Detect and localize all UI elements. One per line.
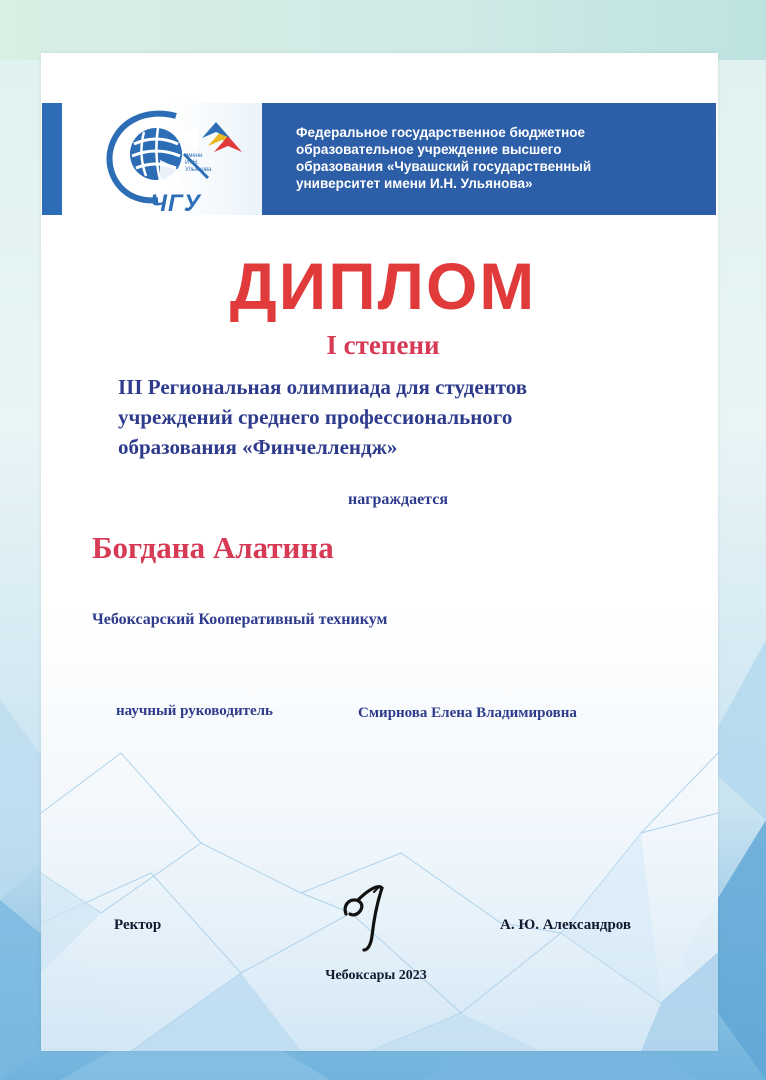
awarded-label: награждается	[348, 491, 448, 508]
header-line: образовательное учреждение высшего	[296, 142, 562, 157]
olympiad-line: учреждений среднего профессионального	[118, 405, 513, 429]
rector-label: Ректор	[114, 917, 162, 933]
header-line: университет имени И.Н. Ульянова»	[296, 176, 533, 191]
rector-name: А. Ю. Александров	[500, 917, 632, 933]
diploma-degree: I степени	[326, 330, 440, 360]
logo-caption	[185, 153, 225, 174]
supervisor-name: Смирнова Елена Владимировна	[358, 705, 577, 721]
rector-signature-icon	[338, 878, 398, 953]
header-left-stripe	[42, 103, 62, 215]
olympiad-line: образования «Финчеллендж»	[118, 435, 398, 459]
logo-caption-line1: имени	[185, 153, 203, 159]
university-full-name	[296, 124, 706, 192]
olympiad-line: III Региональная олимпиада для студентов	[118, 375, 528, 399]
logo-abbreviation: ЧГУ	[150, 190, 201, 217]
olympiad-name	[118, 372, 718, 462]
header-line: образования «Чувашский государственный	[296, 159, 592, 174]
header-line: Федеральное государственное бюджетное	[296, 125, 585, 140]
recipient-institution: Чебоксарский Кооперативный техникум	[92, 611, 388, 628]
supervisor-label: научный руководитель	[116, 703, 273, 719]
recipient-name: Богдана Алатина	[92, 530, 334, 565]
city-year: Чебоксары 2023	[325, 968, 427, 983]
logo-caption-line2: И. Н. Ульянова	[185, 160, 212, 173]
diploma-title: ДИПЛОМ	[229, 249, 537, 323]
